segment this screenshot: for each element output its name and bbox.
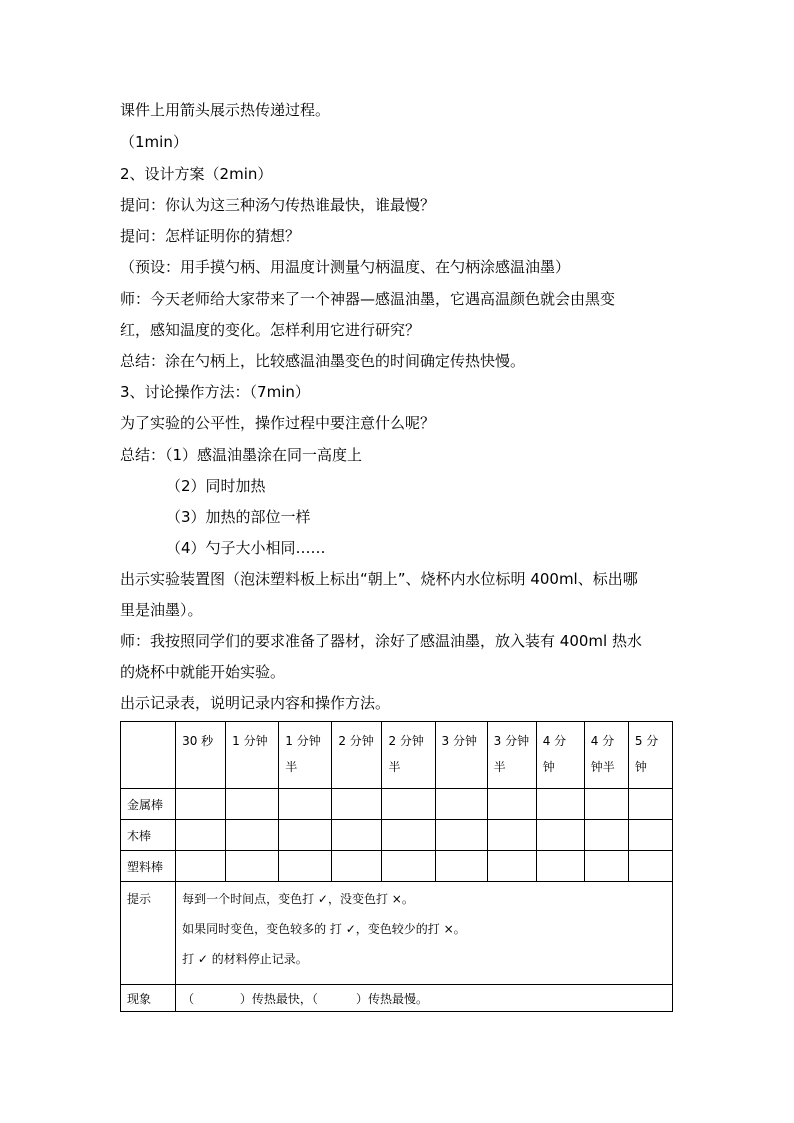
table-header-cell: 4 分钟半 xyxy=(584,722,628,789)
table-cell xyxy=(279,789,332,820)
paragraph-line: 出示记录表，说明记录内容和操作方法。 xyxy=(120,694,391,712)
table-cell xyxy=(536,851,584,882)
section-heading: 2、设计方案（2min） xyxy=(120,165,273,183)
table-header-row xyxy=(121,722,673,789)
table-cell xyxy=(226,789,279,820)
table-header-cell: 4 分钟 xyxy=(536,722,584,789)
table-cell xyxy=(435,789,487,820)
table-row xyxy=(121,789,673,820)
paragraph-line: 总结：（1）感温油墨涂在同一高度上 xyxy=(120,446,363,464)
observation-text: （ ）传热最快，（ ）传热最慢。 xyxy=(176,985,673,1012)
list-item: （2）同时加热 xyxy=(166,477,266,495)
table-header-cell: 3 分钟半 xyxy=(487,722,536,789)
paragraph-line: 提问：你认为这三种汤勺传热谁最快，谁最慢？ xyxy=(120,196,436,214)
table-cell xyxy=(176,789,226,820)
list-item: （3）加热的部位一样 xyxy=(166,508,311,526)
row-label: 塑料棒 xyxy=(121,851,176,882)
table-header-cell: 3 分钟 xyxy=(435,722,487,789)
tip-row xyxy=(121,882,673,985)
paragraph-line: 提问：怎样证明你的猜想？ xyxy=(120,227,301,245)
table-cell xyxy=(584,789,628,820)
record-table xyxy=(120,721,673,1012)
observation-label: 现象 xyxy=(121,985,176,1012)
paragraph-line: 的烧杯中就能开始实验。 xyxy=(120,663,286,681)
table-cell xyxy=(584,820,628,851)
table-cell xyxy=(332,789,382,820)
table-cell xyxy=(435,851,487,882)
tip-label: 提示 xyxy=(121,882,176,985)
table-header-cell: 2 分钟 xyxy=(332,722,382,789)
tip-line: 每到一个时间点，变色打 ✓，没变色打 ×。 xyxy=(182,892,414,906)
row-label: 木棒 xyxy=(121,820,176,851)
paragraph-line: 里是油墨）。 xyxy=(120,601,203,619)
table-header-cell xyxy=(121,722,176,789)
table-row xyxy=(121,851,673,882)
table-cell xyxy=(332,851,382,882)
list-item: （4）勺子大小相同…… xyxy=(166,539,326,557)
table-cell xyxy=(435,820,487,851)
table-cell xyxy=(226,851,279,882)
table-header-cell: 2 分钟半 xyxy=(382,722,435,789)
table-cell xyxy=(332,820,382,851)
paragraph-line: 红，感知温度的变化。怎样利用它进行研究？ xyxy=(120,321,421,339)
table-cell xyxy=(487,789,536,820)
paragraph-line: 课件上用箭头展示热传递过程。 xyxy=(120,101,331,119)
table-cell xyxy=(279,820,332,851)
table-cell xyxy=(279,851,332,882)
table-cell xyxy=(584,851,628,882)
observation-row xyxy=(121,985,673,1012)
paragraph-line: 师：今天老师给大家带来了一个神器—感温油墨，它遇高温颜色就会由黑变 xyxy=(120,290,616,308)
paragraph-line: 出示实验装置图（泡沫塑料板上标出“朝上”、烧杯内水位标明 400ml、标出哪 xyxy=(120,570,638,588)
table-cell xyxy=(487,851,536,882)
tip-line: 打 ✓ 的材料停止记录。 xyxy=(182,952,308,966)
table-cell xyxy=(487,820,536,851)
table-cell xyxy=(176,851,226,882)
table-header-cell: 1 分钟半 xyxy=(279,722,332,789)
table-cell xyxy=(382,820,435,851)
table-cell xyxy=(628,820,672,851)
table-cell xyxy=(536,820,584,851)
tip-content xyxy=(176,882,673,985)
paragraph-line: （预设：用手摸勺柄、用温度计测量勺柄温度、在勺柄涂感温油墨） xyxy=(120,258,571,276)
table-cell xyxy=(176,820,226,851)
paragraph-line: 为了实验的公平性，操作过程中要注意什么呢？ xyxy=(120,414,436,432)
row-label: 金属棒 xyxy=(121,789,176,820)
paragraph-line: （1min） xyxy=(120,133,188,151)
table-cell xyxy=(536,789,584,820)
table-cell xyxy=(382,851,435,882)
table-header-cell: 5 分钟 xyxy=(628,722,672,789)
table-cell xyxy=(382,789,435,820)
table-header-cell: 30 秒 xyxy=(176,722,226,789)
table-cell xyxy=(628,789,672,820)
table-cell xyxy=(628,851,672,882)
table-cell xyxy=(226,820,279,851)
section-heading: 3、讨论操作方法：（7min） xyxy=(120,383,310,401)
paragraph-line: 总结：涂在勺柄上，比较感温油墨变色的时间确定传热快慢。 xyxy=(120,352,526,370)
table-row xyxy=(121,820,673,851)
paragraph-line: 师：我按照同学们的要求准备了器材，涂好了感温油墨，放入装有 400ml 热水 xyxy=(120,632,642,650)
table-header-cell: 1 分钟 xyxy=(226,722,279,789)
tip-line: 如果同时变色，变色较多的 打 ✓，变色较少的打 ×。 xyxy=(182,922,466,936)
